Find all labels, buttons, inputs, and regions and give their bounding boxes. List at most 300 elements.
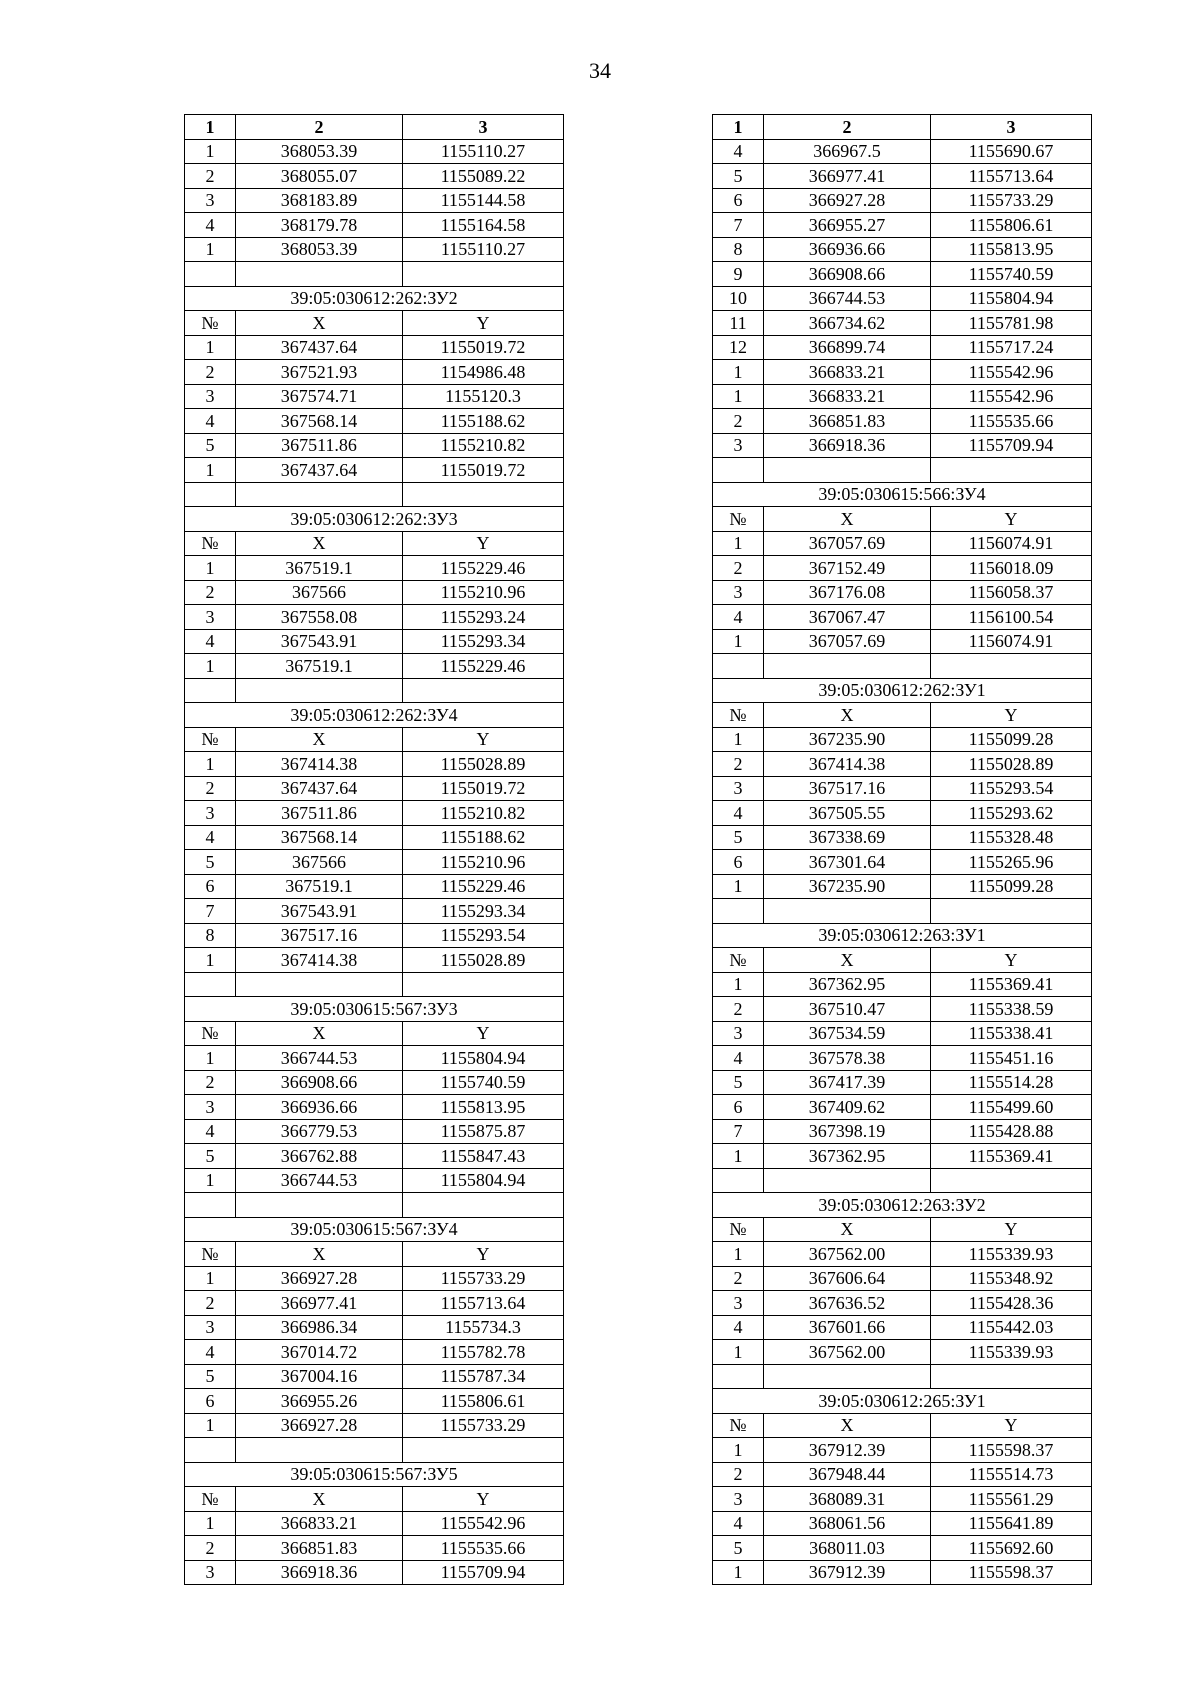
x-coordinate: 366833.21 — [764, 360, 931, 385]
coordinate-row — [185, 213, 564, 238]
x-coordinate: 367437.64 — [236, 776, 403, 801]
y-header: Y — [403, 1242, 564, 1267]
x-coordinate: 367601.66 — [764, 1315, 931, 1340]
blank-cell — [764, 1168, 931, 1193]
y-coordinate: 1155734.3 — [403, 1315, 564, 1340]
point-number: 1 — [713, 1242, 764, 1267]
blank-row — [713, 458, 1092, 483]
coordinate-row — [185, 752, 564, 777]
point-number-header: № — [713, 948, 764, 973]
coordinate-row — [713, 360, 1092, 385]
x-coordinate: 368179.78 — [236, 213, 403, 238]
parcel-cadastral-number: 39:05:030612:262:ЗУ2 — [185, 286, 564, 311]
blank-cell — [713, 1168, 764, 1193]
y-coordinate: 1156074.91 — [931, 531, 1092, 556]
coordinate-row — [185, 1291, 564, 1316]
parcel-cadastral-number: 39:05:030615:567:ЗУ4 — [185, 1217, 564, 1242]
coordinate-row — [713, 1021, 1092, 1046]
column-header-row — [713, 115, 1092, 140]
blank-cell — [403, 482, 564, 507]
x-coordinate: 367152.49 — [764, 556, 931, 581]
x-header: X — [236, 727, 403, 752]
point-number: 3 — [185, 1315, 236, 1340]
column-header-cell: 2 — [236, 115, 403, 140]
coordinate-row — [713, 188, 1092, 213]
coordinate-row — [185, 1389, 564, 1414]
coordinate-row — [713, 1560, 1092, 1585]
point-number: 1 — [185, 1266, 236, 1291]
point-number: 4 — [185, 1119, 236, 1144]
point-number-header: № — [185, 311, 236, 336]
x-coordinate: 368053.39 — [236, 237, 403, 262]
coordinate-row — [713, 1119, 1092, 1144]
coordinate-row — [713, 237, 1092, 262]
blank-cell — [185, 1438, 236, 1463]
point-number: 1 — [185, 948, 236, 973]
y-coordinate: 1155781.98 — [931, 311, 1092, 336]
blank-cell — [185, 678, 236, 703]
y-coordinate: 1155099.28 — [931, 727, 1092, 752]
point-number-header: № — [185, 1021, 236, 1046]
parcel-cadastral-number: 39:05:030612:262:ЗУ3 — [185, 507, 564, 532]
y-coordinate: 1155164.58 — [403, 213, 564, 238]
blank-cell — [185, 972, 236, 997]
x-coordinate: 366936.66 — [236, 1095, 403, 1120]
y-coordinate: 1155740.59 — [403, 1070, 564, 1095]
coordinate-row — [713, 850, 1092, 875]
y-coordinate: 1155110.27 — [403, 139, 564, 164]
point-number: 12 — [713, 335, 764, 360]
point-number-header: № — [713, 1217, 764, 1242]
parcel-cadastral-number: 39:05:030612:263:ЗУ2 — [713, 1193, 1092, 1218]
y-coordinate: 1155369.41 — [931, 972, 1092, 997]
x-coordinate: 367338.69 — [764, 825, 931, 850]
y-coordinate: 1155028.89 — [931, 752, 1092, 777]
coordinate-row — [185, 335, 564, 360]
coordinate-header-row — [713, 1217, 1092, 1242]
coordinate-row — [185, 776, 564, 801]
y-coordinate: 1155535.66 — [931, 409, 1092, 434]
point-number: 1 — [713, 1144, 764, 1169]
point-number: 1 — [185, 237, 236, 262]
y-coordinate: 1155847.43 — [403, 1144, 564, 1169]
coordinate-row — [713, 1438, 1092, 1463]
coordinate-row — [713, 752, 1092, 777]
point-number: 1 — [185, 458, 236, 483]
blank-row — [185, 678, 564, 703]
y-header: Y — [931, 1413, 1092, 1438]
column-header-row — [185, 115, 564, 140]
parcel-title-row — [713, 1389, 1092, 1414]
point-number: 4 — [713, 1315, 764, 1340]
point-number: 1 — [713, 1438, 764, 1463]
x-coordinate: 366927.28 — [236, 1413, 403, 1438]
blank-cell — [236, 262, 403, 287]
y-header: Y — [403, 1021, 564, 1046]
y-coordinate: 1155369.41 — [931, 1144, 1092, 1169]
blank-cell — [236, 972, 403, 997]
y-coordinate: 1155442.03 — [931, 1315, 1092, 1340]
point-number: 7 — [713, 1119, 764, 1144]
point-number: 1 — [713, 874, 764, 899]
point-number: 4 — [713, 1511, 764, 1536]
parcel-cadastral-number: 39:05:030612:263:ЗУ1 — [713, 923, 1092, 948]
point-number: 5 — [185, 433, 236, 458]
y-coordinate: 1155338.59 — [931, 997, 1092, 1022]
x-coordinate: 367511.86 — [236, 801, 403, 826]
coordinate-row — [713, 1070, 1092, 1095]
x-header: X — [764, 948, 931, 973]
x-coordinate: 367606.64 — [764, 1266, 931, 1291]
y-coordinate: 1155806.61 — [403, 1389, 564, 1414]
coordinate-row — [185, 850, 564, 875]
x-coordinate: 366936.66 — [764, 237, 931, 262]
coordinate-row — [185, 654, 564, 679]
y-coordinate: 1155451.16 — [931, 1046, 1092, 1071]
y-header: Y — [931, 703, 1092, 728]
y-coordinate: 1155293.62 — [931, 801, 1092, 826]
x-header: X — [764, 507, 931, 532]
x-coordinate: 367437.64 — [236, 335, 403, 360]
point-number: 3 — [185, 1560, 236, 1585]
y-coordinate: 1155713.64 — [931, 164, 1092, 189]
parcel-title-row — [185, 286, 564, 311]
coordinate-row — [185, 1168, 564, 1193]
coordinate-row — [185, 1340, 564, 1365]
x-coordinate: 367414.38 — [236, 948, 403, 973]
coordinate-row — [713, 384, 1092, 409]
parcel-title-row — [713, 678, 1092, 703]
y-coordinate: 1155339.93 — [931, 1242, 1092, 1267]
y-coordinate: 1155787.34 — [403, 1364, 564, 1389]
point-number: 4 — [713, 139, 764, 164]
x-header: X — [236, 1487, 403, 1512]
y-coordinate: 1155598.37 — [931, 1560, 1092, 1585]
point-number: 6 — [713, 188, 764, 213]
parcel-title-row — [185, 1462, 564, 1487]
point-number: 8 — [713, 237, 764, 262]
blank-cell — [403, 262, 564, 287]
x-coordinate: 366851.83 — [764, 409, 931, 434]
point-number: 7 — [185, 899, 236, 924]
coordinate-row — [185, 1266, 564, 1291]
blank-cell — [764, 654, 931, 679]
x-coordinate: 366977.41 — [764, 164, 931, 189]
point-number: 1 — [185, 335, 236, 360]
y-coordinate: 1155089.22 — [403, 164, 564, 189]
x-coordinate: 367067.47 — [764, 605, 931, 630]
coordinate-row — [185, 556, 564, 581]
point-number: 4 — [185, 629, 236, 654]
y-coordinate: 1155806.61 — [931, 213, 1092, 238]
x-header: X — [236, 1021, 403, 1046]
point-number: 1 — [185, 556, 236, 581]
point-number: 3 — [185, 384, 236, 409]
blank-cell — [931, 899, 1092, 924]
coordinate-row — [185, 948, 564, 973]
blank-row — [713, 899, 1092, 924]
y-coordinate: 1155598.37 — [931, 1438, 1092, 1463]
y-coordinate: 1155229.46 — [403, 556, 564, 581]
coordinate-row — [713, 580, 1092, 605]
parcel-title-row — [185, 997, 564, 1022]
coordinate-header-row — [185, 311, 564, 336]
point-number: 3 — [713, 1291, 764, 1316]
coordinate-row — [185, 1315, 564, 1340]
x-coordinate: 366744.53 — [236, 1168, 403, 1193]
coordinate-row — [713, 1291, 1092, 1316]
blank-cell — [764, 1364, 931, 1389]
x-header: X — [764, 1413, 931, 1438]
y-coordinate: 1155733.29 — [403, 1413, 564, 1438]
coordinate-row — [185, 629, 564, 654]
x-coordinate: 367057.69 — [764, 629, 931, 654]
point-number: 4 — [185, 213, 236, 238]
x-header: X — [236, 311, 403, 336]
y-coordinate: 1156074.91 — [931, 629, 1092, 654]
y-header: Y — [931, 948, 1092, 973]
point-number: 5 — [713, 164, 764, 189]
y-coordinate: 1156018.09 — [931, 556, 1092, 581]
y-coordinate: 1155229.46 — [403, 654, 564, 679]
y-coordinate: 1155019.72 — [403, 335, 564, 360]
coordinate-row — [713, 1266, 1092, 1291]
point-number: 5 — [185, 850, 236, 875]
column-header-cell: 3 — [403, 115, 564, 140]
y-coordinate: 1155709.94 — [403, 1560, 564, 1585]
coordinate-row — [713, 776, 1092, 801]
coordinate-row — [713, 1315, 1092, 1340]
parcel-cadastral-number: 39:05:030615:567:ЗУ3 — [185, 997, 564, 1022]
x-coordinate: 367176.08 — [764, 580, 931, 605]
coordinate-row — [185, 1119, 564, 1144]
parcel-cadastral-number: 39:05:030615:566:ЗУ4 — [713, 482, 1092, 507]
y-coordinate: 1155542.96 — [931, 360, 1092, 385]
point-number: 2 — [185, 1536, 236, 1561]
y-coordinate: 1155428.36 — [931, 1291, 1092, 1316]
coordinate-row — [713, 311, 1092, 336]
coordinate-row — [185, 1070, 564, 1095]
x-coordinate: 366986.34 — [236, 1315, 403, 1340]
blank-cell — [931, 1168, 1092, 1193]
x-coordinate: 367409.62 — [764, 1095, 931, 1120]
point-number: 1 — [185, 1168, 236, 1193]
coordinate-row — [713, 213, 1092, 238]
parcel-title-row — [713, 923, 1092, 948]
y-coordinate: 1155804.94 — [403, 1046, 564, 1071]
blank-cell — [236, 678, 403, 703]
y-coordinate: 1155293.34 — [403, 899, 564, 924]
point-number: 4 — [713, 1046, 764, 1071]
point-number: 2 — [713, 556, 764, 581]
y-coordinate: 1155339.93 — [931, 1340, 1092, 1365]
y-coordinate: 1155499.60 — [931, 1095, 1092, 1120]
point-number: 3 — [185, 1095, 236, 1120]
coordinate-row — [185, 1536, 564, 1561]
x-coordinate: 366908.66 — [764, 262, 931, 287]
blank-cell — [236, 1193, 403, 1218]
y-coordinate: 1155782.78 — [403, 1340, 564, 1365]
blank-cell — [236, 1438, 403, 1463]
x-coordinate: 367511.86 — [236, 433, 403, 458]
point-number: 4 — [713, 605, 764, 630]
y-coordinate: 1155265.96 — [931, 850, 1092, 875]
y-coordinate: 1155028.89 — [403, 752, 564, 777]
y-coordinate: 1155813.95 — [931, 237, 1092, 262]
x-coordinate: 367578.38 — [764, 1046, 931, 1071]
coordinate-header-row — [185, 1242, 564, 1267]
point-number: 1 — [713, 972, 764, 997]
point-number: 2 — [185, 1070, 236, 1095]
coordinate-header-row — [713, 507, 1092, 532]
x-coordinate: 367543.91 — [236, 629, 403, 654]
x-header: X — [236, 1242, 403, 1267]
point-number: 3 — [713, 776, 764, 801]
y-header: Y — [403, 1487, 564, 1512]
point-number-header: № — [713, 507, 764, 532]
point-number: 1 — [713, 531, 764, 556]
x-coordinate: 367912.39 — [764, 1560, 931, 1585]
x-coordinate: 368089.31 — [764, 1487, 931, 1512]
coordinate-header-row — [185, 1487, 564, 1512]
x-coordinate: 366762.88 — [236, 1144, 403, 1169]
x-coordinate: 367558.08 — [236, 605, 403, 630]
x-coordinate: 366734.62 — [764, 311, 931, 336]
y-header: Y — [403, 531, 564, 556]
coordinate-row — [713, 727, 1092, 752]
y-coordinate: 1156100.54 — [931, 605, 1092, 630]
coordinate-row — [713, 1242, 1092, 1267]
point-number: 8 — [185, 923, 236, 948]
parcel-title-row — [185, 507, 564, 532]
blank-cell — [185, 482, 236, 507]
point-number: 2 — [185, 580, 236, 605]
x-coordinate: 366833.21 — [764, 384, 931, 409]
x-header: X — [236, 531, 403, 556]
point-number: 2 — [713, 997, 764, 1022]
coordinate-row — [713, 335, 1092, 360]
y-header: Y — [403, 311, 564, 336]
point-number: 2 — [713, 1462, 764, 1487]
parcel-title-row — [713, 482, 1092, 507]
y-coordinate: 1154986.48 — [403, 360, 564, 385]
coordinate-row — [713, 972, 1092, 997]
y-header: Y — [403, 727, 564, 752]
x-header: X — [764, 703, 931, 728]
y-coordinate: 1155210.96 — [403, 850, 564, 875]
y-coordinate: 1155188.62 — [403, 825, 564, 850]
x-coordinate: 367414.38 — [236, 752, 403, 777]
point-number: 6 — [713, 850, 764, 875]
x-coordinate: 367398.19 — [764, 1119, 931, 1144]
point-number-header: № — [185, 1242, 236, 1267]
x-coordinate: 367417.39 — [764, 1070, 931, 1095]
coordinate-row — [185, 1364, 564, 1389]
parcel-cadastral-number: 39:05:030612:262:ЗУ4 — [185, 703, 564, 728]
coordinate-row — [713, 556, 1092, 581]
coordinate-row — [185, 923, 564, 948]
point-number: 1 — [185, 139, 236, 164]
point-number: 5 — [185, 1364, 236, 1389]
y-coordinate: 1155328.48 — [931, 825, 1092, 850]
x-coordinate: 367510.47 — [764, 997, 931, 1022]
y-coordinate: 1155692.60 — [931, 1536, 1092, 1561]
y-coordinate: 1155514.28 — [931, 1070, 1092, 1095]
point-number-header: № — [185, 1487, 236, 1512]
blank-cell — [185, 1193, 236, 1218]
coordinate-row — [713, 286, 1092, 311]
coordinate-row — [713, 1095, 1092, 1120]
blank-row — [185, 1438, 564, 1463]
y-coordinate: 1155690.67 — [931, 139, 1092, 164]
coordinate-row — [713, 1144, 1092, 1169]
x-coordinate: 367014.72 — [236, 1340, 403, 1365]
blank-row — [713, 1168, 1092, 1193]
y-coordinate: 1155733.29 — [403, 1266, 564, 1291]
y-coordinate: 1155144.58 — [403, 188, 564, 213]
x-coordinate: 367362.95 — [764, 972, 931, 997]
coordinate-header-row — [185, 727, 564, 752]
y-header: Y — [931, 1217, 1092, 1242]
x-coordinate: 367521.93 — [236, 360, 403, 385]
point-number: 2 — [185, 360, 236, 385]
point-number: 2 — [713, 409, 764, 434]
coordinate-row — [713, 433, 1092, 458]
point-number: 1 — [185, 1413, 236, 1438]
x-coordinate: 366967.5 — [764, 139, 931, 164]
x-coordinate: 367568.14 — [236, 409, 403, 434]
coordinate-row — [185, 825, 564, 850]
coordinate-row — [713, 997, 1092, 1022]
x-coordinate: 367566 — [236, 850, 403, 875]
blank-cell — [931, 458, 1092, 483]
parcel-title-row — [713, 1193, 1092, 1218]
y-coordinate: 1155709.94 — [931, 433, 1092, 458]
coordinates-table-right — [712, 114, 1092, 1585]
parcel-title-row — [185, 1217, 564, 1242]
y-coordinate: 1155717.24 — [931, 335, 1092, 360]
x-coordinate: 366918.36 — [236, 1560, 403, 1585]
x-coordinate: 366908.66 — [236, 1070, 403, 1095]
blank-cell — [931, 1364, 1092, 1389]
point-number: 1 — [185, 1511, 236, 1536]
coordinate-row — [185, 409, 564, 434]
x-coordinate: 367568.14 — [236, 825, 403, 850]
y-coordinate: 1155813.95 — [403, 1095, 564, 1120]
x-coordinate: 367437.64 — [236, 458, 403, 483]
coordinate-row — [185, 874, 564, 899]
coordinate-row — [713, 1340, 1092, 1365]
blank-cell — [236, 482, 403, 507]
page-number: 34 — [589, 58, 611, 83]
x-coordinate: 367574.71 — [236, 384, 403, 409]
coordinate-row — [185, 605, 564, 630]
blank-cell — [713, 458, 764, 483]
coordinate-row — [185, 139, 564, 164]
point-number: 10 — [713, 286, 764, 311]
x-coordinate: 366833.21 — [236, 1511, 403, 1536]
y-coordinate: 1155740.59 — [931, 262, 1092, 287]
x-coordinate: 368055.07 — [236, 164, 403, 189]
blank-row — [185, 1193, 564, 1218]
x-coordinate: 367517.16 — [764, 776, 931, 801]
blank-cell — [713, 899, 764, 924]
x-coordinate: 366955.26 — [236, 1389, 403, 1414]
blank-cell — [764, 899, 931, 924]
point-number-header: № — [185, 531, 236, 556]
y-coordinate: 1155804.94 — [931, 286, 1092, 311]
x-coordinate: 368183.89 — [236, 188, 403, 213]
